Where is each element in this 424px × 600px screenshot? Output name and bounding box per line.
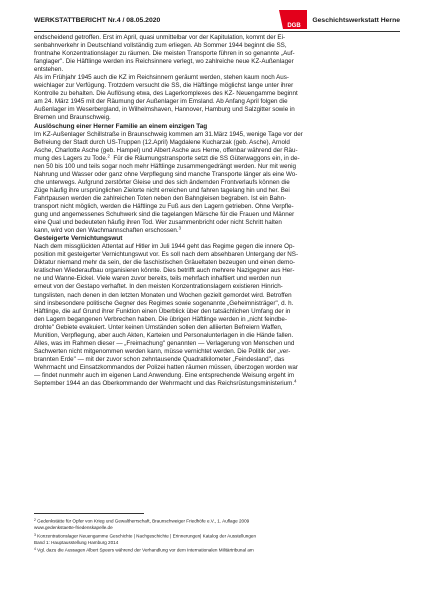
text-line [34, 155, 400, 163]
footnote-line [34, 517, 400, 525]
text-line: Nach dem missglückten Attentat auf Hitler im Juli 1944 geht das Regime gegen die innere Op- [34, 243, 295, 251]
footnote-ref-3[interactable]: 3 [178, 225, 181, 231]
text-line: Nahrung und Wasser oder ganz ohne Verpflegung sind manche Transporte länger als eine Wo- [34, 170, 298, 178]
text-line: gung und angemessenes Schuhwerk sind die tagelangen Märsche für die Frauen und Männer [34, 211, 295, 219]
text-segment: Für die Räumungstransporte setzt die SS Güterwaggons ein, in de- [113, 154, 300, 162]
text-line: endscheidend getroffen. Erst im April, quasi unmittelbar vor der Kapitulation, kommt der Ei- [34, 34, 286, 41]
footnote-link[interactable]: www.gedenkstaette-friedenskapelle.de [34, 525, 113, 531]
text-line: — findet nunmehr auch im eigenen Land Anwendung. Eine entsprechende Weisung ergeht im [34, 371, 295, 379]
footnote-ref-4[interactable]: 4 [294, 378, 297, 384]
text-line: Munition, Verpflegung, aber auch Akten, Karteien und Personalunterlagen in die Hände fallen. [34, 331, 294, 339]
text-line: position mit gesteigerter Vernichtungswut vor. Es soll nach dem absehbaren Untergang der NS- [34, 251, 299, 259]
text-line: fanglager". Die Häftlinge werden ins Reichsinnere verlegt, wo zahlreiche neue KZ-Außenlager [34, 58, 294, 66]
article-body [34, 34, 400, 388]
text-line: che unterwegs. Aufgrund zerstörter Gleise und des sich ändernden Frontverlaufs können die [34, 178, 290, 186]
footnote-text: Gedenkstätte für Opfer von Krieg und Gewaltherrschaft, Braunschweiger Friedhöfe e.V., 1. Auflage 2009 [37, 518, 250, 524]
text-line: weichlager zur Verfügung. Trotzdem versucht die SS, die Häftlinge möglichst lange unter ihrer [34, 82, 294, 90]
footnote-number: 3 [34, 532, 36, 537]
text-line: senbahnverkehr in Deutschland vollständig zum erliegen. Ab Sommer 1944 beginnt die SS, [34, 42, 287, 50]
text-line: erneut von der Gestapo verhaftet. In den meisten Konzentrationslagern existieren Hinrich- [34, 283, 283, 291]
text-line: Im KZ-Außenlager Schillstraße in Braunschweig kommen am 31.März 1945, wenige Tage vor der [34, 130, 303, 138]
text-line: Asche, Charlotte Asche (geb. Hampel) und Albert Asche aus Herne, offenbar während der Räu- [34, 146, 298, 154]
text-segment: kann, wird von den Wachmannschaften erschossen. [34, 227, 179, 235]
text-line: drohte" Gebiete evakuiert. Unter keinen Umständen sollen den alliierten Befreiern Waffen, [34, 323, 283, 331]
footnote-2 [34, 517, 400, 532]
text-line: Alles, was im Rahmen dieser — „Freimachung" genannten — Verlagerung von Menschen und [34, 339, 295, 347]
section-heading-family: Auslöschung einer Herner Familie an einem einzigen Tag [34, 122, 208, 130]
text-segment: mung des Lagers zu Tode. [34, 154, 108, 162]
paragraph-vernichtung [34, 243, 400, 388]
text-line: den Lagern begangenen Verbrechen haben. Die übrigen Häftlinge werden in „nicht feindbe- [34, 315, 287, 323]
text-line: Diktatur niemand mehr da sein, der die faschistischen Gräueltaten bezeugen und einen demo- [34, 259, 295, 267]
paragraph-family [34, 131, 400, 236]
footnote-4 [34, 546, 400, 554]
text-line: tungslisten, nach denen in den letzten Monaten und Wochen gezielt gemordet wird. Betroffen [34, 291, 292, 299]
footnote-line: Band 1: Hauptausstellung Hamburg 2014 [34, 539, 119, 545]
text-line: brannten Erde" — mit der zuvor schon zehntausende Quadratkilometer „Feindesland", das [34, 355, 285, 363]
footnote-ref-2[interactable]: 2 [107, 153, 110, 159]
text-segment: September 1944 an das Oberkommando der Wehrmacht und das Reichsrüstungsministerium. [34, 380, 295, 388]
text-line: Außenlager im Weserbergland, in Wilhelmshaven, Hannover, Hamburg und Salzgitter sowie in [34, 106, 295, 114]
text-line: Kontrolle zu behalten. Die Auflösung etwa, des Lagerkomplexes des KZ- Neuengamme beginnt [34, 90, 298, 98]
text-line: kratischen Wiederaufbau organisieren könnte. Dies betrifft auch mehrere Nazigegner aus Her- [34, 267, 295, 275]
text-line [34, 380, 400, 388]
text-line: Züge häufig ihre ursprünglichen Zielorte nicht erreichen und fahren tagelang hin und her. Bei [34, 186, 290, 194]
text-line: entstehen. [34, 66, 64, 74]
header-rule [34, 31, 400, 32]
text-line: Befreiung der Stadt durch US-Truppen (12.April) Magdalene Kucharzak (geb. Asche), Arnold [34, 138, 290, 146]
footnote-rule [34, 513, 144, 514]
text-line: Sachwerten nicht mitgenommen werden kann, müsse vernichtet werden. Die Politik der „ver- [34, 347, 291, 355]
text-line: Fahrtpausen werden die zahlreichen Toten neben den Bahngleisen begraben. Ist ein Bahn- [34, 194, 287, 202]
text-line: frontnahe Konzentrationslager zu räumen. Die meisten Transporte führen in so genannte „Auf- [34, 50, 295, 58]
dgb-logo-text: DGB [287, 23, 301, 29]
text-line: Wehrmacht und Einsatzkommandos der Polizei hatten räumen müssen, überzogen worden war [34, 363, 298, 371]
text-line: transport nicht möglich, werden die Häftlinge zu Fuß aus den Lagern getrieben. Ohne Verpfle- [34, 202, 294, 210]
section-heading-vernichtung: Gesteigerte Vernichtungswut [34, 235, 123, 243]
page-header [34, 17, 400, 29]
footnote-text: Vgl. dazu die Aussagen Albert Speers während der Verhandlung vor dem Internationalen Militärtribunal am [37, 547, 254, 553]
footnotes [34, 517, 400, 554]
organization-name: Geschichtswerkstatt Herne [312, 17, 400, 24]
text-line: Als im Frühjahr 1945 auch die KZ im Reichsinnern geräumt werden, stehen kaum noch Aus- [34, 74, 289, 82]
text-line: sind insbesondere politische Gegner des Regimes sowie sogenannte „Geheimnisträger", d. h. [34, 299, 294, 307]
paragraph-intro [34, 34, 400, 123]
footnote-number: 4 [34, 547, 36, 552]
text-line [34, 227, 400, 235]
text-line: am 24. März 1945 mit der Räumung der Außenlager im Emsland. Ab Anfang April folgen die [34, 98, 288, 106]
text-line: Bremen und Braunschweig. [34, 114, 111, 122]
footnote-3 [34, 532, 400, 547]
text-line: ne und Wanne-Eickel. Viele waren zuvor bereits, teils mehrfach inhaftiert und werden nun [34, 275, 282, 283]
text-line: eine Qual und bedeuteten häufig ihren Tod. Wer zusammenbricht oder nicht Schritt halten [34, 219, 282, 227]
footnote-number: 2 [34, 518, 36, 522]
footnote-text: Konzentrationslager Neuengamme Geschichte | Nachgeschichte | Erinnerungen| Katalog der Ausstellungen [37, 533, 257, 539]
report-title: WERKSTATTBERICHT Nr.4 / 08.05.2020 [34, 17, 161, 24]
footnote-line [34, 546, 400, 554]
text-line: nen 50 bis 100 und teils sogar noch mehr Häftlinge zusammengedrängt werden. Nur mit wenig [34, 162, 296, 170]
text-line: Häftlinge, die auf Grund ihrer Funktion einen Überblick über den tatsächlichen Umfang der in [34, 307, 291, 315]
footnote-line [34, 532, 400, 540]
dgb-logo [279, 10, 307, 29]
